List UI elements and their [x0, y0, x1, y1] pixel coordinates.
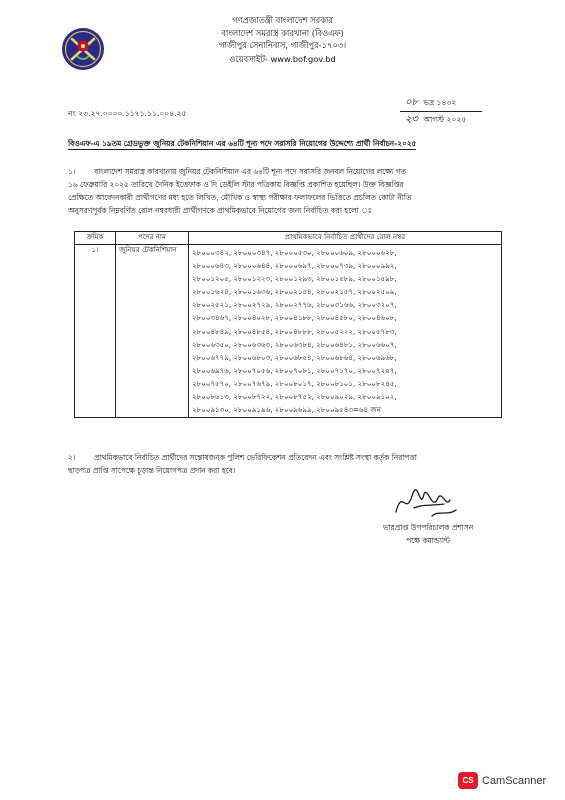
roll-line: ২৮০০৭৫৭০, ২৮০০৭৬৭৯, ২৮০০৮০১৭, ২৮০০৮১০১, ২৮০০৮২৪৫,	[192, 378, 397, 388]
signatory-designation: ভারপ্রাপ্ত উপপরিচালক প্রশাসন	[382, 523, 474, 532]
roll-line: ২৮০০০৩৪২, ২৮০০০৩৪৭, ২৮০০০৫৩০, ২৮০০০৬০৯, ২৮০০০৬২৮,	[192, 248, 397, 257]
para-1-number: ১।	[68, 167, 76, 176]
roll-line: ২৮০০৩৪৬৭, ২৮০০৪০২৮, ২৮০০৪১৮৮, ২৮০০৪৫৮০, ২৮০০৪৬০৮,	[192, 313, 397, 323]
memo-number: নং ২৩.২৭.০০০০.১১৭১.১১.০০৪.২৫	[68, 109, 187, 118]
org-name: বাংলাদেশ সমরাস্ত্র কারখানা (বিওএফ)	[221, 27, 344, 38]
subject-text: বিওএফ-এ ১৯তম গ্রেডভুক্ত জুনিয়র টেকনিশিয়ান এর ৬৪টি শূন্য পদে সরাসরি নিয়োগের উদ্দেশ্যে প্রার্থী নির্বাচন-২০২৫	[68, 139, 417, 148]
para-2-line-2: ছাড়পত্র প্রাপ্তি সাপেক্ষে চূড়ান্ত নিয়োগপত্র প্রদান করা হবে।	[68, 466, 236, 475]
org-address: গাজীপুর সেনানিবাস, গাজীপুর-১৭০৩।	[218, 40, 347, 50]
para-1-line-4: অনুসরণপূর্বক নিম্নবর্ণিত রোল নম্বরধারী প্রার্থীগণকে প্রাথমিকভাবে নিয়োগের জন্য নির্বাচিত করা হলো ঃ	[68, 206, 372, 215]
table-row	[75, 245, 502, 418]
en-month-year: আগস্ট ২০২৫	[423, 115, 467, 124]
letterhead	[0, 14, 565, 65]
para-2-line-1: প্রাথমিকভাবে নির্বাচিত প্রার্থীদের সন্তোষজনক পুলিশ ভেরিফিকেশন প্রতিবেদন এবং সংশ্লিষ্ট সংস্থা কর্তৃক নিরাপত্তা	[94, 453, 417, 462]
para-1-line-3: প্রেক্ষিতে আবেদনকারী প্রার্থীগণের মধ্য হতে লিখিত, মৌখিক ও স্বাস্থ্য পরীক্ষার ফলাফলের ভিত্তিতে প্রচলিত কোটা নীতি	[68, 193, 412, 202]
para-1-line-1: বাংলাদেশ সমরাস্ত্র কারখানায় জুনিয়র টেকনিশিয়ান এর ৬৪টি শূন্য পদে সরাসরি জনবল নিয়োগের লক্ষ্যে গত	[94, 167, 406, 176]
paragraph-2	[68, 451, 506, 477]
signatory-block	[366, 521, 490, 547]
row-post: জুনিয়র টেকনিশিয়ান	[116, 245, 189, 418]
signatory-on-behalf: পক্ষে কমান্ড্যান্ট	[406, 536, 450, 545]
para-1-line-2: ১৬ ফেব্রুয়ারি ২০২৫ তারিখে দৈনিক ইত্তেফাক ও দি ডেইলি স্টার পত্রিকায় বিজ্ঞপ্তি প্রকাশিত হয়েছিল। উক্ত বিজ্ঞপ্তির	[68, 180, 404, 189]
roll-line: ২৮০০৬৩৫০, ২৮০০৬৩৬৩, ২৮০০৬৩৮৪, ২৮০০৬৪৮১, ২৮০০৬৬০৭,	[192, 339, 397, 349]
roll-line: ২৮০০৬৭৭৯, ২৮০০৬৮০৩, ২৮০০৬৮৫৪, ২৮০০৬৮৬৪, ২৮০০৬৯৬৮,	[192, 352, 397, 362]
roll-line: ২৮০০০৬৪৩, ২৮০০০৬৪৪, ২৮০০০৬৯৭, ২৮০০০৭৩৯, ২৮০০০৯৯২,	[192, 261, 397, 271]
bn-day: ০৮	[405, 97, 418, 108]
camscanner-logo-icon: CS	[458, 772, 478, 789]
roll-line: ২৮০০৮৬১৩, ২৮০০৮৭২২, ২৮০০৮৭৫২, ২৮০০৯০২৯, ২৮০০৯১০২,	[192, 392, 397, 402]
signature-scribble	[392, 482, 462, 522]
header-post: পদের নাম	[116, 232, 189, 245]
roll-line: ২৮০০৪৮৪৯, ২৮০০৪৮৫৪, ২৮০০৪৮৮৮, ২৮০০৫২২২, ২৮০০৫৭৮৩,	[192, 326, 397, 336]
paragraph-1	[68, 165, 506, 217]
subject-line	[68, 139, 508, 151]
roll-line: ২৮০০২৫২১, ২৮০০২৭২৯, ২৮০০২৭৭৬, ২৮০০৩১৬৬, ২৮০০৩২০৭,	[192, 300, 397, 310]
table-header-row	[75, 232, 502, 245]
header-serial: ক্রমিক	[75, 232, 116, 245]
org-website: ওয়েবসাইট- www.bof.gov.bd	[229, 53, 336, 64]
roll-number-cell	[189, 245, 502, 418]
en-day: ২৩	[405, 114, 419, 125]
date-block	[400, 95, 482, 128]
roll-line: ২৮০০১৬২৪, ২৮০০১৬৩৬, ২৮০০২১৫৪, ২৮০০২১৫৭, ২৮০০২৫০৯,	[192, 287, 397, 297]
govt-line: গণপ্রজাতন্ত্রী বাংলাদেশ সরকার	[232, 15, 333, 25]
header-roll-numbers: প্রাথমিকভাবে নির্বাচিত প্রার্থীদের রোল নম্বর	[189, 232, 502, 245]
roll-table	[74, 231, 502, 418]
camscanner-watermark: CamScanner	[482, 775, 547, 787]
row-serial: ১।	[75, 245, 116, 418]
roll-line: ২৮০০১২০৫, ২৮০০১২২৩, ২৮০০১২৯৩, ২৮০০১৫৮৯, ২৮০০১৫৯৮,	[192, 274, 397, 284]
roll-line: ২৮০০৬৯৭৬, ২৮০০৭০৫৬, ২৮০০৭০৮১, ২৮০০৭১৭০, ২৮০০৭২৫৭,	[192, 365, 397, 375]
para-2-number: ২।	[68, 453, 76, 462]
bn-month-year: ভদ্র ১৪৩২	[423, 98, 457, 107]
roll-line: ২৮০০৯১৩০, ২৮০০৯১৯৬, ২৮০০৯৬৯৯, ২৮০০৯৫৪৩=৬৪ জন	[192, 405, 381, 415]
